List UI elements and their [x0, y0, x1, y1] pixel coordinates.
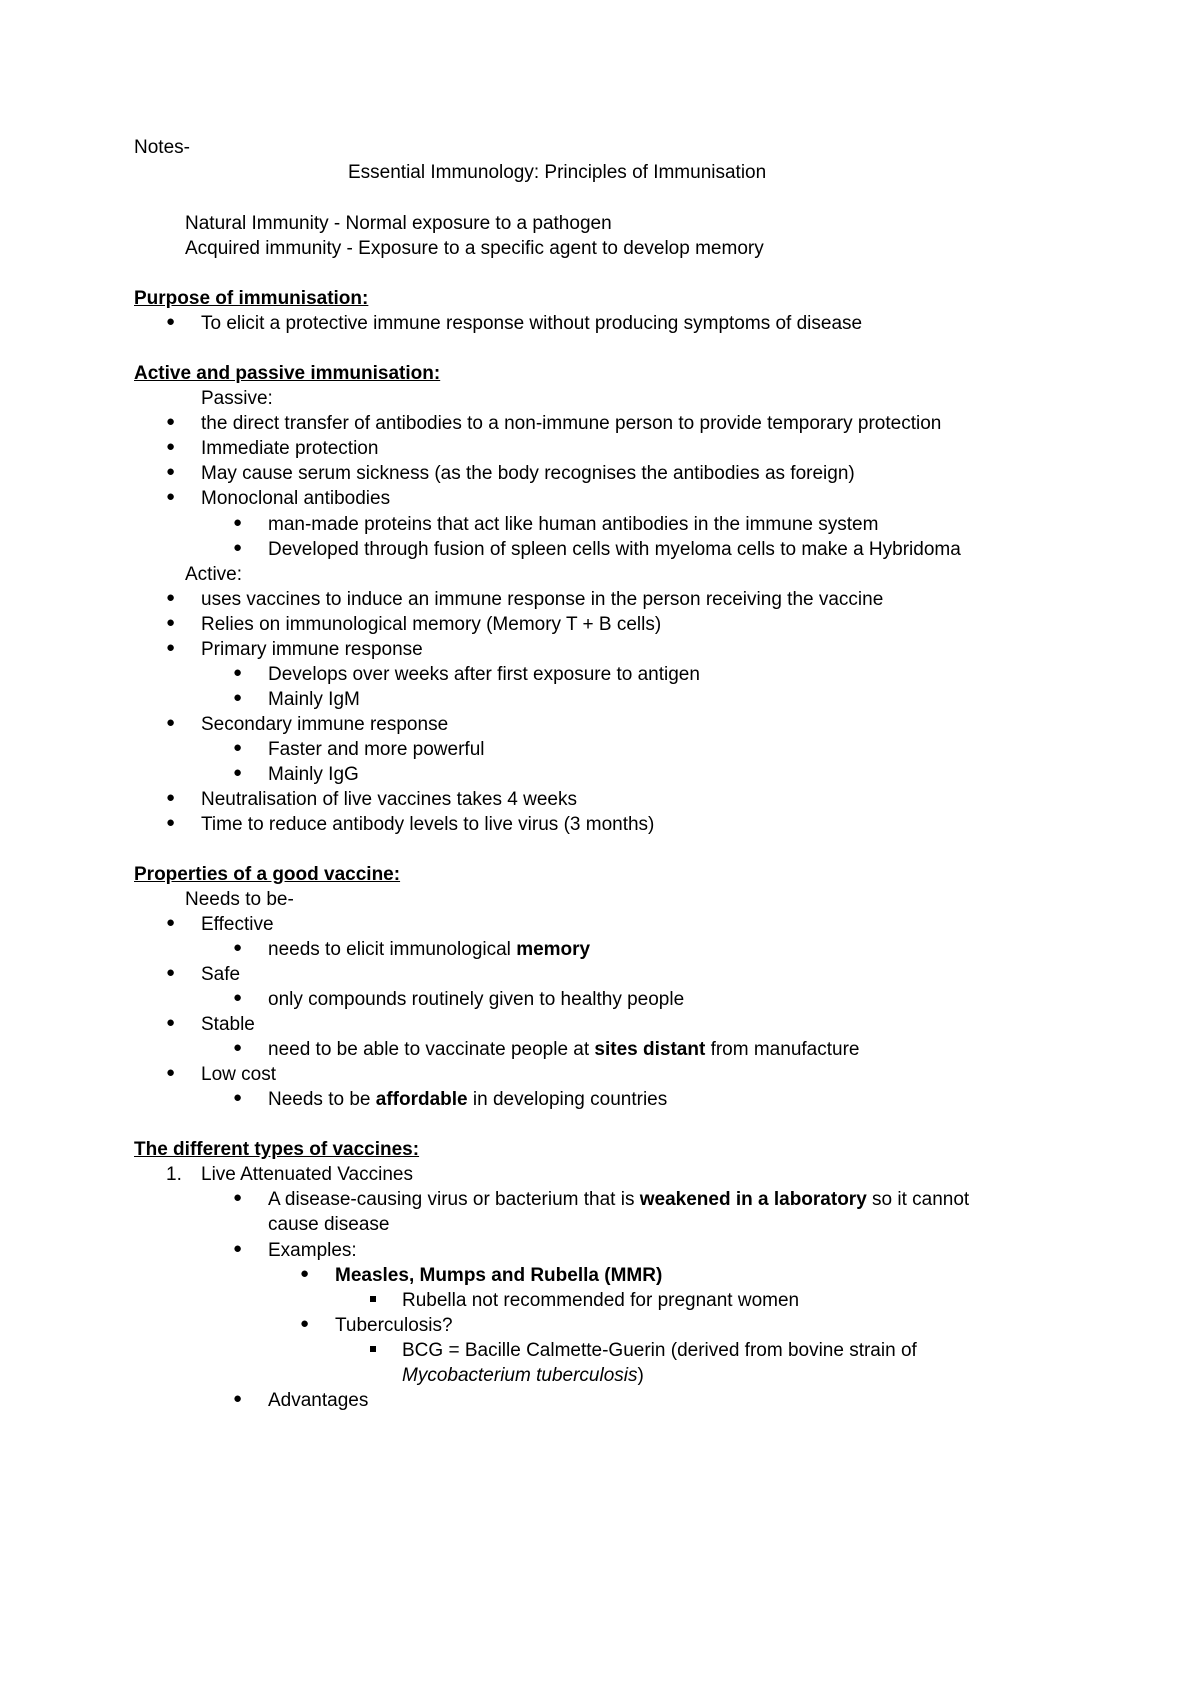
bullet-icon: ●	[233, 1390, 243, 1407]
bullet-icon: ●	[166, 313, 176, 330]
list-number: 1.	[166, 1164, 182, 1185]
properties-heading: Properties of a good vaccine:	[134, 864, 401, 885]
active-item: Primary immune response	[201, 639, 423, 660]
active-item: Time to reduce antibody levels to live virus (3 months)	[201, 814, 655, 835]
purpose-heading: Purpose of immunisation:	[134, 288, 369, 309]
bullet-icon: ●	[166, 488, 176, 505]
bullet-icon: ●	[166, 463, 176, 480]
bullet-icon: ●	[166, 1064, 176, 1081]
bullet-icon: ●	[166, 914, 176, 931]
bullet-icon: ●	[166, 413, 176, 430]
live-attenuated-description: A disease-causing virus or bacterium that is weakened in a laboratory so it cannot	[268, 1189, 970, 1210]
property-lowcost: Low cost	[201, 1064, 276, 1085]
lowcost-sub-item: Needs to be affordable in developing countries	[268, 1089, 668, 1110]
secondary-sub-item: Faster and more powerful	[268, 739, 485, 760]
examples-label: Examples:	[268, 1240, 357, 1261]
example-tuberculosis: Tuberculosis?	[335, 1315, 453, 1336]
active-item: Neutralisation of live vaccines takes 4 weeks	[201, 789, 577, 810]
passive-item: the direct transfer of antibodies to a non-immune person to provide temporary protection	[201, 413, 942, 434]
bullet-icon: ●	[166, 714, 176, 731]
secondary-sub-item: Mainly IgG	[268, 764, 359, 785]
bullet-icon: ●	[166, 614, 176, 631]
bullet-icon: ●	[166, 639, 176, 656]
passive-item: Immediate protection	[201, 438, 379, 459]
advantages-label: Advantages	[268, 1390, 369, 1411]
bullet-icon: ●	[166, 1014, 176, 1031]
active-item: Secondary immune response	[201, 714, 449, 735]
monoclonal-sub-item: man-made proteins that act like human antibodies in the immune system	[268, 514, 879, 535]
page-title: Essential Immunology: Principles of Immunisation	[348, 162, 767, 183]
bullet-icon: ●	[166, 589, 176, 606]
bullet-icon: ●	[166, 789, 176, 806]
natural-immunity-line: Natural Immunity - Normal exposure to a pathogen	[185, 213, 612, 234]
primary-sub-item: Mainly IgM	[268, 689, 360, 710]
property-effective: Effective	[201, 914, 274, 935]
acquired-immunity-line: Acquired immunity - Exposure to a specific agent to develop memory	[185, 238, 764, 259]
bullet-icon: ●	[233, 939, 243, 956]
active-item: uses vaccines to induce an immune response in the person receiving the vaccine	[201, 589, 884, 610]
active-item: Relies on immunological memory (Memory T + B cells)	[201, 614, 662, 635]
bullet-icon: ●	[233, 1240, 243, 1257]
square-bullet-icon	[370, 1346, 376, 1352]
monoclonal-sub-item: Developed through fusion of spleen cells with myeloma cells to make a Hybridoma	[268, 539, 961, 560]
bullet-icon: ●	[166, 814, 176, 831]
bullet-icon: ●	[233, 664, 243, 681]
square-bullet-icon	[370, 1296, 376, 1302]
passive-label: Passive:	[201, 388, 273, 409]
bcg-note: BCG = Bacille Calmette-Guerin (derived from bovine strain of	[402, 1340, 917, 1361]
bullet-icon: ●	[233, 689, 243, 706]
bullet-icon: ●	[233, 1039, 243, 1056]
type-live-attenuated: Live Attenuated Vaccines	[201, 1164, 413, 1185]
property-stable: Stable	[201, 1014, 255, 1035]
rubella-note: Rubella not recommended for pregnant women	[402, 1290, 800, 1311]
passive-item: May cause serum sickness (as the body recognises the antibodies as foreign)	[201, 463, 855, 484]
bullet-icon: ●	[166, 964, 176, 981]
bullet-icon: ●	[300, 1265, 310, 1282]
active-passive-heading: Active and passive immunisation:	[134, 363, 441, 384]
bullet-icon: ●	[233, 989, 243, 1006]
bullet-icon: ●	[233, 514, 243, 531]
bullet-icon: ●	[233, 1089, 243, 1106]
example-mmr: Measles, Mumps and Rubella (MMR)	[335, 1265, 663, 1286]
bullet-icon: ●	[233, 739, 243, 756]
notes-label: Notes-	[134, 137, 190, 158]
bullet-icon: ●	[166, 438, 176, 455]
bullet-icon: ●	[300, 1315, 310, 1332]
safe-sub-item: only compounds routinely given to healthy people	[268, 989, 685, 1010]
bcg-note-cont: Mycobacterium tuberculosis)	[402, 1365, 644, 1386]
primary-sub-item: Develops over weeks after first exposure to antigen	[268, 664, 700, 685]
active-label: Active:	[185, 564, 243, 585]
passive-item: Monoclonal antibodies	[201, 488, 391, 509]
bullet-icon: ●	[233, 1189, 243, 1206]
bullet-icon: ●	[233, 539, 243, 556]
effective-sub-item: needs to elicit immunological memory	[268, 939, 591, 960]
purpose-item: To elicit a protective immune response without producing symptoms of disease	[201, 313, 863, 334]
property-safe: Safe	[201, 964, 241, 985]
bullet-icon: ●	[233, 764, 243, 781]
needs-label: Needs to be-	[185, 889, 294, 910]
live-attenuated-description-cont: cause disease	[268, 1214, 390, 1235]
stable-sub-item: need to be able to vaccinate people at sites distant from manufacture	[268, 1039, 860, 1060]
types-heading: The different types of vaccines:	[134, 1139, 420, 1160]
